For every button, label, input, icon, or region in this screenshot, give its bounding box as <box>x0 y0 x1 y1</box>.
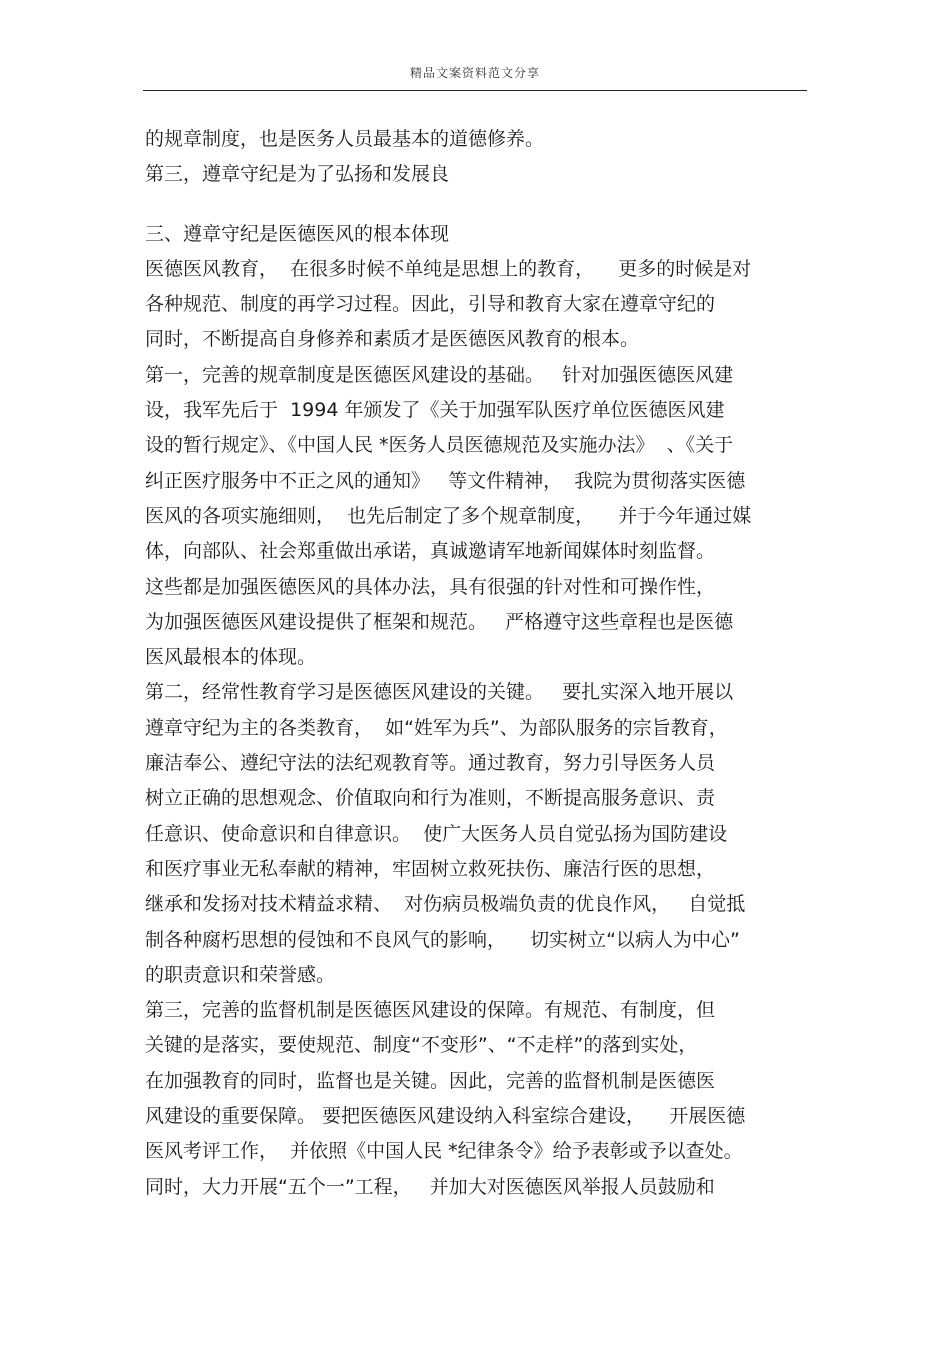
text-line: 第二，经常性教育学习是医德医风建设的关键。 要扎实深入地开展以 <box>145 681 734 704</box>
text-line: 为加强医德医风建设提供了框架和规范。 严格遵守这些章程也是医德 <box>145 610 734 633</box>
paragraph-gap <box>145 193 809 217</box>
text-line: 遵章守纪为主的各类教育， 如“姓军为兵”、为部队服务的宗旨教育， <box>145 716 728 739</box>
header-divider <box>143 90 807 91</box>
text-line: 廉洁奉公、遵纪守法的法纪观教育等。通过教育，努力引导医务人员 <box>145 752 716 775</box>
text-line: 第三，完善的监督机制是医德医风建设的保障。有规范、有制度，但 <box>145 999 716 1022</box>
text-line: 风建设的重要保障。 要把医德医风建设纳入科室综合建设， 开展医德 <box>145 1105 746 1128</box>
text-line: 医风的各项实施细则， 也先后制定了多个规章制度， 并于今年通过媒 <box>145 504 752 527</box>
text-line: 同时，大力开展“五个一”工程， 并加大对医德医风举报人员鼓励和 <box>145 1175 715 1198</box>
text-line: 设，我军先后于 1994 年颁发了《关于加强军队医疗单位医德医风建 <box>145 399 725 422</box>
text-line: 树立正确的思想观念、价值取向和行为准则，不断提高服务意识、责 <box>145 787 716 810</box>
text-line: 医德医风教育， 在很多时候不单纯是思想上的教育， 更多的时候是对 <box>145 257 752 280</box>
text-line: 第三，遵章守纪是为了弘扬和发展良 <box>145 163 450 186</box>
text-line: 这些都是加强医德医风的具体办法，具有很强的针对性和可操作性， <box>145 575 716 598</box>
text-line: 设的暂行规定》、《中国人民 *医务人员医德规范及实施办法》 、《关于 <box>145 434 734 457</box>
text-line: 继承和发扬对技术精益求精、 对伤病员极端负责的优良作风， 自觉抵 <box>145 893 746 916</box>
text-line: 各种规范、制度的再学习过程。因此，引导和教育大家在遵章守纪的 <box>145 293 716 316</box>
text-line: 第一，完善的规章制度是医德医风建设的基础。 针对加强医德医风建 <box>145 363 734 386</box>
text-line: 和医疗事业无私奉献的精神，牢固树立救死扶伤、廉洁行医的思想， <box>145 857 716 880</box>
text-line: 同时，不断提高自身修养和素质才是医德医风教育的根本。 <box>145 328 640 351</box>
text-line: 体，向部队、社会郑重做出承诺，真诚邀请军地新闻媒体时刻监督。 <box>145 540 716 563</box>
section-heading: 三、遵章守纪是医德医风的根本体现 <box>145 222 450 245</box>
page-header: 精品文案资料范文分享 <box>409 66 540 80</box>
text-line: 在加强教育的同时，监督也是关键。因此，完善的监督机制是医德医 <box>145 1069 716 1092</box>
text-line: 的职责意识和荣誉感。 <box>145 963 336 986</box>
text-line: 任意识、使命意识和自律意识。 使广大医务人员自觉弘扬为国防建设 <box>145 822 728 845</box>
text-line: 制各种腐朽思想的侵蚀和不良风气的影响， 切实树立“以病人为中心” <box>145 928 740 951</box>
text-line: 的规章制度，也是医务人员最基本的道德修养。 <box>145 128 545 150</box>
text-line: 纠正医疗服务中不正之风的通知》 等文件精神， 我院为贯彻落实医德 <box>145 469 746 492</box>
text-line: 医风考评工作， 并依照《中国人民 *纪律条令》给予表彰或予以查处。 <box>145 1140 743 1163</box>
document-body <box>145 122 809 1205</box>
text-line: 关键的是落实，要使规范、制度“不变形”、“不走样”的落到实处， <box>145 1034 698 1057</box>
text-line: 医风最根本的体现。 <box>145 646 317 669</box>
